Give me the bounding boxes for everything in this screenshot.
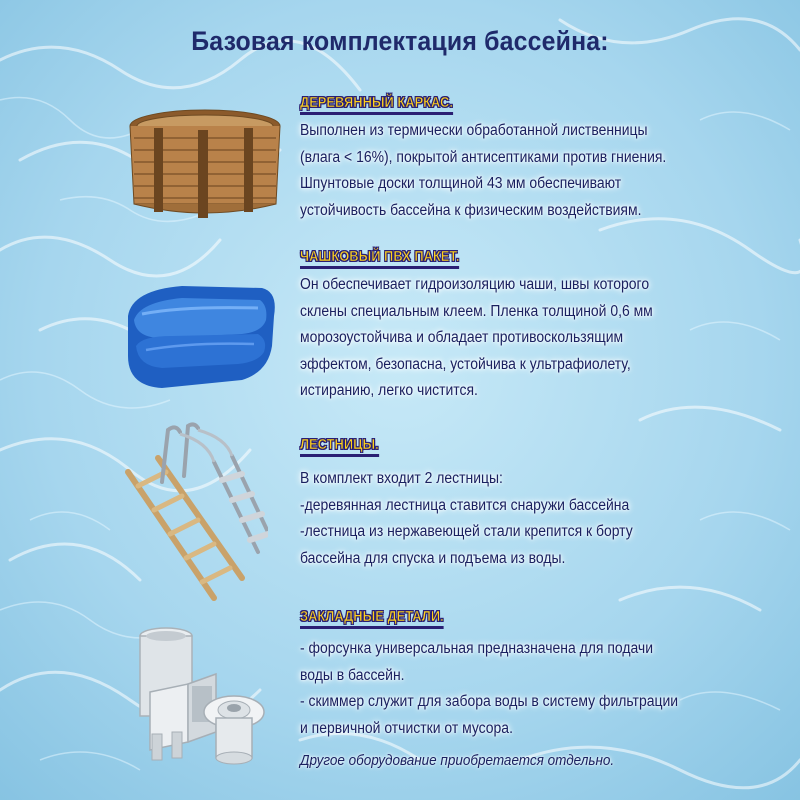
- desc-line: склены специальным клеем. Пленка толщиной 0,6 мм: [300, 302, 653, 320]
- section-title-wooden-frame: ДЕРЕВЯННЫЙ КАРКАС.: [300, 94, 453, 115]
- ladders-icon: [118, 422, 268, 602]
- section-title-ladders: ЛЕСТНИЦЫ.: [300, 436, 379, 457]
- desc-line: - скиммер служит для забора воды в систему фильтрации: [300, 693, 679, 710]
- desc-line: -деревянная лестница ставится снаружи бассейна: [300, 496, 630, 514]
- wooden-frame-icon: [120, 104, 290, 224]
- page-title: Базовая комплектация бассейна:: [191, 26, 609, 56]
- desc-line: устойчивость бассейна к физическим воздействиям.: [300, 201, 642, 219]
- pvc-liner-icon: [122, 276, 282, 396]
- section-desc-ladders: [300, 466, 723, 572]
- desc-line: - форсунка универсальная предназначена для подачи: [300, 640, 653, 657]
- section-title-pvc-liner: ЧАШКОВЫЙ ПВХ ПАКЕТ.: [300, 248, 459, 269]
- desc-line: эффектом, безопасна, устойчива к ультрафиолету,: [300, 355, 631, 373]
- desc-line: -лестница из нержавеющей стали крепится к борту: [300, 523, 633, 540]
- desc-line: истиранию, легко чистится.: [300, 382, 478, 399]
- desc-line: морозоустойчива и обладает противоскользящим: [300, 329, 624, 346]
- desc-line: и первичной отчистки от мусора.: [300, 719, 513, 737]
- desc-line: Выполнен из термически обработанной лиственницы: [300, 122, 648, 139]
- section-desc-embedded-parts: [300, 636, 723, 742]
- skimmer-nozzle-icon: [128, 622, 278, 772]
- desc-line: В комплект входит 2 лестницы:: [300, 470, 503, 487]
- section-title-embedded-parts: ЗАКЛАДНЫЕ ДЕТАЛИ.: [300, 608, 444, 629]
- desc-line: бассейна для спуска и подъема из воды.: [300, 549, 566, 567]
- desc-line: (влага < 16%), покрытой антисептиками против гниения.: [300, 148, 667, 166]
- desc-line: Шпунтовые доски толщиной 43 мм обеспечивают: [300, 175, 622, 192]
- footnote: Другое оборудование приобретается отдельно.: [300, 752, 615, 769]
- section-desc-wooden-frame: [300, 118, 723, 224]
- desc-line: Он обеспечивает гидроизоляцию чаши, швы которого: [300, 276, 650, 293]
- section-desc-pvc-liner: [300, 272, 723, 405]
- desc-line: воды в бассейн.: [300, 666, 405, 684]
